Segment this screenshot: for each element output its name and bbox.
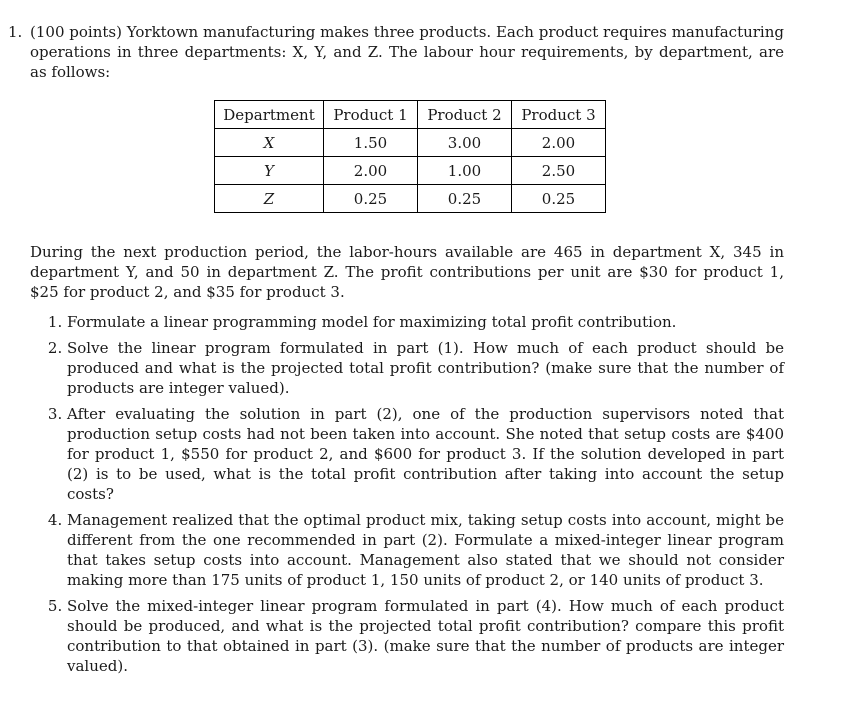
cell-dept: Y bbox=[215, 157, 324, 185]
cell-p3: 2.00 bbox=[512, 129, 606, 157]
header-product-3: Product 3 bbox=[512, 101, 606, 129]
cell-p3: 0.25 bbox=[512, 185, 606, 213]
labor-hours-table bbox=[214, 100, 606, 213]
cell-p1: 1.50 bbox=[324, 129, 418, 157]
table-row bbox=[215, 185, 606, 213]
list-item: 2. Solve the linear program formulated in part (1). How much of each product should be produced and what is the projected total profit contribution? (make sure that the number of products are integer valued). bbox=[67, 338, 784, 398]
cell-dept: X bbox=[215, 129, 324, 157]
labor-hours-table-wrap bbox=[30, 100, 784, 218]
cell-p2: 3.00 bbox=[418, 129, 512, 157]
cell-p3: 2.50 bbox=[512, 157, 606, 185]
parts-list bbox=[30, 312, 784, 676]
list-item: 1. Formulate a linear programming model for maximizing total profit contribution. bbox=[67, 312, 784, 332]
cell-p2: 1.00 bbox=[418, 157, 512, 185]
cell-p2: 0.25 bbox=[418, 185, 512, 213]
cell-p1: 0.25 bbox=[324, 185, 418, 213]
list-item: 3. After evaluating the solution in part (2), one of the production supervisors noted that production setup costs had not been taken into account. She noted that setup costs are $400 for product 1, $550 for product 2, and $600 for product 3. If the solution developed in part (2) is to be used, what is the total profit contribution after taking into account the setup costs? bbox=[67, 404, 784, 504]
table-row bbox=[215, 157, 606, 185]
problem-intro: (100 points) Yorktown manufacturing makes three products. Each product requires manufacturing operations in three departments: X, Y, and Z. The labour hour requirements, by department, are as follows: bbox=[30, 23, 784, 81]
problem-1 bbox=[8, 22, 784, 682]
problem-paragraph: During the next production period, the labor-hours available are 465 in department X, 345 in department Y, and 50 in department Z. The profit contributions per unit are $30 for product 1, $25 for product 2, and $35 for product 3. bbox=[30, 243, 784, 301]
cell-dept: Z bbox=[215, 185, 324, 213]
header-product-1: Product 1 bbox=[324, 101, 418, 129]
table-header-row bbox=[215, 101, 606, 129]
problem-number: 1. bbox=[8, 23, 23, 41]
problem-body bbox=[30, 22, 784, 676]
list-item: 4. Management realized that the optimal product mix, taking setup costs into account, might be different from the one recommended in part (2). Formulate a mixed-integer linear program that takes setup costs into account. Management also stated that we should not consider making more than 175 units of product 1, 150 units of product 2, or 140 units of product 3. bbox=[67, 510, 784, 590]
table-row bbox=[215, 129, 606, 157]
header-department: Department bbox=[215, 101, 324, 129]
header-product-2: Product 2 bbox=[418, 101, 512, 129]
cell-p1: 2.00 bbox=[324, 157, 418, 185]
list-item: 5. Solve the mixed-integer linear program formulated in part (4). How much of each product should be produced, and what is the projected total profit contribution? compare this profit contribution to that obtained in part (3). (make sure that the number of products are integer valued). bbox=[67, 596, 784, 676]
